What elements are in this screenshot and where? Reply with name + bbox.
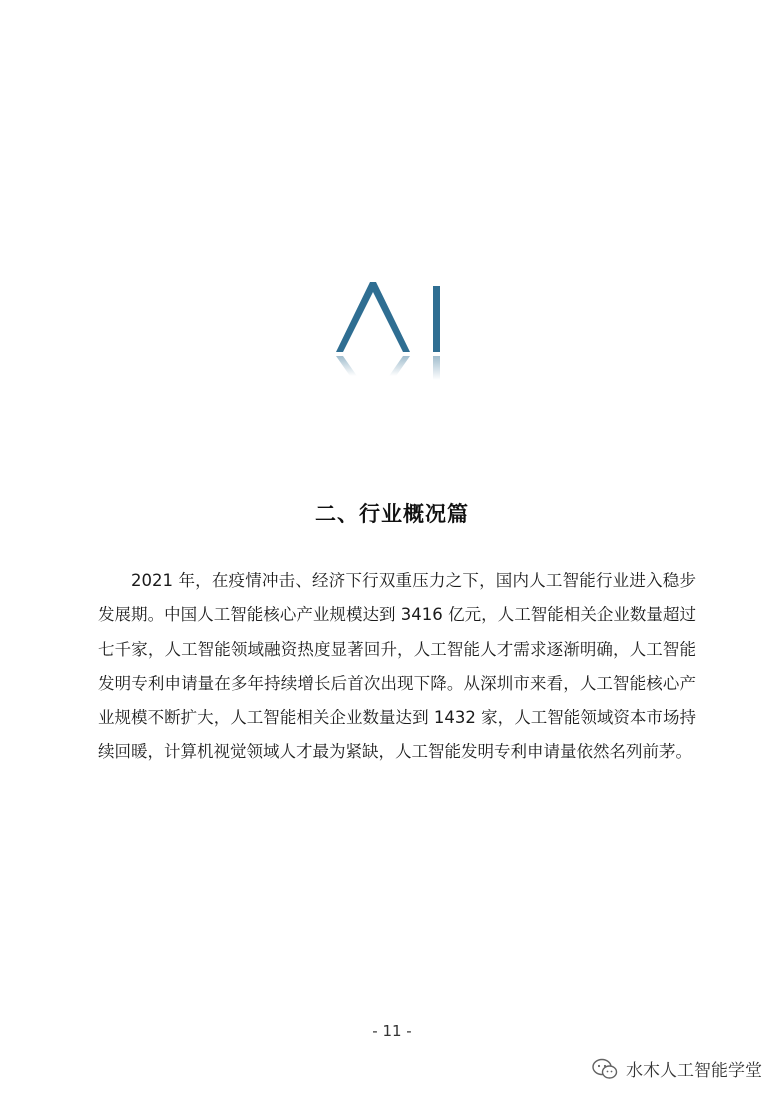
ai-logo (330, 280, 454, 384)
watermark (592, 1056, 762, 1081)
logo-letter-i (433, 286, 440, 352)
logo-reflection (336, 356, 440, 380)
wechat-icon (592, 1058, 618, 1080)
page-number: - 11 - (372, 1022, 412, 1040)
section-title: 二、行业概况篇 (315, 502, 469, 526)
watermark-text: 水木人工智能学堂 (626, 1061, 762, 1081)
body-paragraph: 2021 年，在疫情冲击、经济下行双重压力之下，国内人工智能行业进入稳步发展期。中国人工智能核心产业规模达到 3416 亿元，人工智能相关企业数量超过七千家，人工智能领域融资热度显著回升，人工智能人才需求逐渐明确，人工智能发明专利申请量在多年持续增长后首次出现下降。从深圳市来看，人工智能核心产业规模不断扩大，人工智能相关企业数量达到 1432 家，人工智能领域资本市场持续回暖，计算机视觉领域人才最为紧缺，人工智能发明专利申请量依然名列前茅。 (98, 571, 696, 762)
logo-letter-a (336, 282, 410, 352)
